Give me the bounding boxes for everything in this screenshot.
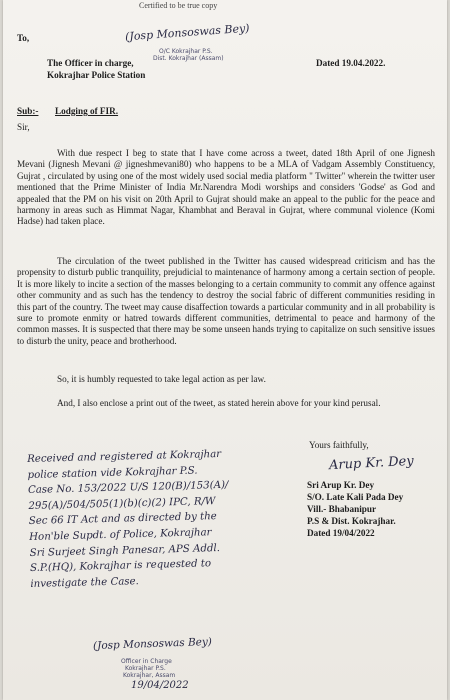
complainant-signature: Arup Kr. Dey bbox=[328, 453, 414, 474]
complainant-village: Vill.- Bhabanipur bbox=[307, 504, 377, 514]
complainant-date: Dated 19/04/2022 bbox=[307, 528, 375, 538]
recipient-line1: The Officer in charge, bbox=[47, 58, 134, 68]
top-signature: (Josp Monsoswas Bey) bbox=[124, 21, 250, 44]
endorsement-stamp-line2: Kokrajhar P.S. bbox=[125, 665, 166, 672]
body-paragraph-1: With due respect I beg to state that I have come across a tweet, dated 18th April of one Jignesh Mevani (Jignesh Mevani @ jigneshmevani80) who happens to be a MLA of Vadgam Assembly Constituency, Gujrat , circulated by using one of the most widely used social media platform " Twitter" wherein the twitter user mentioned that the Prime Minister of India Mr.Narendra Modi worships and considers 'Godse' as God and appealed that the PM on his visit on 20th April to Gujrat should make an appeal to the public for the peace and harmony in areas such as Himmat Nagar, Khambhat and Beraval in Gujrat, where communal violence (Komi Hadse) had taken place. bbox=[17, 148, 435, 227]
yours-faithfully: Yours faithfully, bbox=[309, 440, 369, 450]
to-label: To, bbox=[17, 33, 30, 43]
document-page bbox=[3, 0, 447, 700]
endorsement-line: S.P.(HQ), Kokrajhar is requested to bbox=[29, 558, 212, 575]
endorsement-stamp-line1: Officer in Charge bbox=[121, 658, 172, 665]
complainant-ps: P.S & Dist. Kokrajhar. bbox=[307, 516, 396, 526]
top-stamp-line1: O/C Kokrajhar P.S. bbox=[159, 48, 213, 55]
complainant-father: S/O. Late Kali Pada Dey bbox=[307, 492, 404, 502]
recipient-line2: Kokrajhar Police Station bbox=[47, 70, 146, 80]
body-paragraph-3: So, it is humbly requested to take legal action as per law. bbox=[57, 374, 266, 384]
certified-stamp: Certified to be true copy bbox=[139, 1, 218, 10]
body-paragraph-4: And, I also enclose a print out of the tweet, as stated herein above for your kind perusal. bbox=[57, 398, 381, 408]
endorsement-stamp-line3: Kokrajhar, Assam bbox=[123, 672, 176, 679]
endorsement-line: Case No. 153/2022 U/S 120(B)/153(A)/ bbox=[27, 479, 229, 497]
subject-text: Lodging of FIR. bbox=[55, 106, 119, 116]
top-stamp-line2: Dist. Kokrajhar (Assam) bbox=[153, 55, 224, 62]
endorsement-line: Received and registered at Kokrajhar bbox=[27, 448, 222, 465]
endorsement-line: Sec 66 IT Act and as directed by the bbox=[28, 511, 217, 528]
letter-date: Dated 19.04.2022. bbox=[316, 58, 386, 68]
endorsement-line: Sri Surjeet Singh Panesar, APS Addl. bbox=[29, 542, 221, 559]
endorsement-line: Hon'ble Supdt. of Police, Kokrajhar bbox=[29, 527, 212, 543]
endorsement-line: 295(A)/504/505(1)(b)(c)(2) IPC, R/W bbox=[28, 495, 216, 512]
subject-label: Sub:- bbox=[17, 106, 39, 116]
body-paragraph-2: The circulation of the tweet published in the Twitter has caused widespread criticism and has the propensity to disturb public tranquility, prejudicial to maintenance of harmony among a certain section of people. It is more likely to incite a section of the masses belonging to a certain community to commit any offence against other community and as such has the tendency to destroy the social fabric of different communities residing in this part of the country. The tweet may cause disaffection towards a particular community and in all probability is sure to promote enmity or hatred towards different communities, detrimental to peace and harmony of the common masses. It is suspected that there may be some unseen hands trying to capitalize on such sensitive issues to disturb the unity, peace and brotherhood. bbox=[17, 256, 435, 346]
salutation: Sir, bbox=[17, 122, 30, 132]
endorsement-signature: (Josp Monsoswas Bey) bbox=[92, 635, 213, 653]
complainant-name: Sri Arup Kr. Dey bbox=[307, 480, 375, 490]
endorsement-date: 19/04/2022 bbox=[131, 680, 189, 691]
endorsement-line: investigate the Case. bbox=[30, 575, 140, 590]
endorsement-line: police station vide Kokrajhar P.S. bbox=[27, 465, 198, 481]
endorsement-block bbox=[27, 445, 301, 592]
